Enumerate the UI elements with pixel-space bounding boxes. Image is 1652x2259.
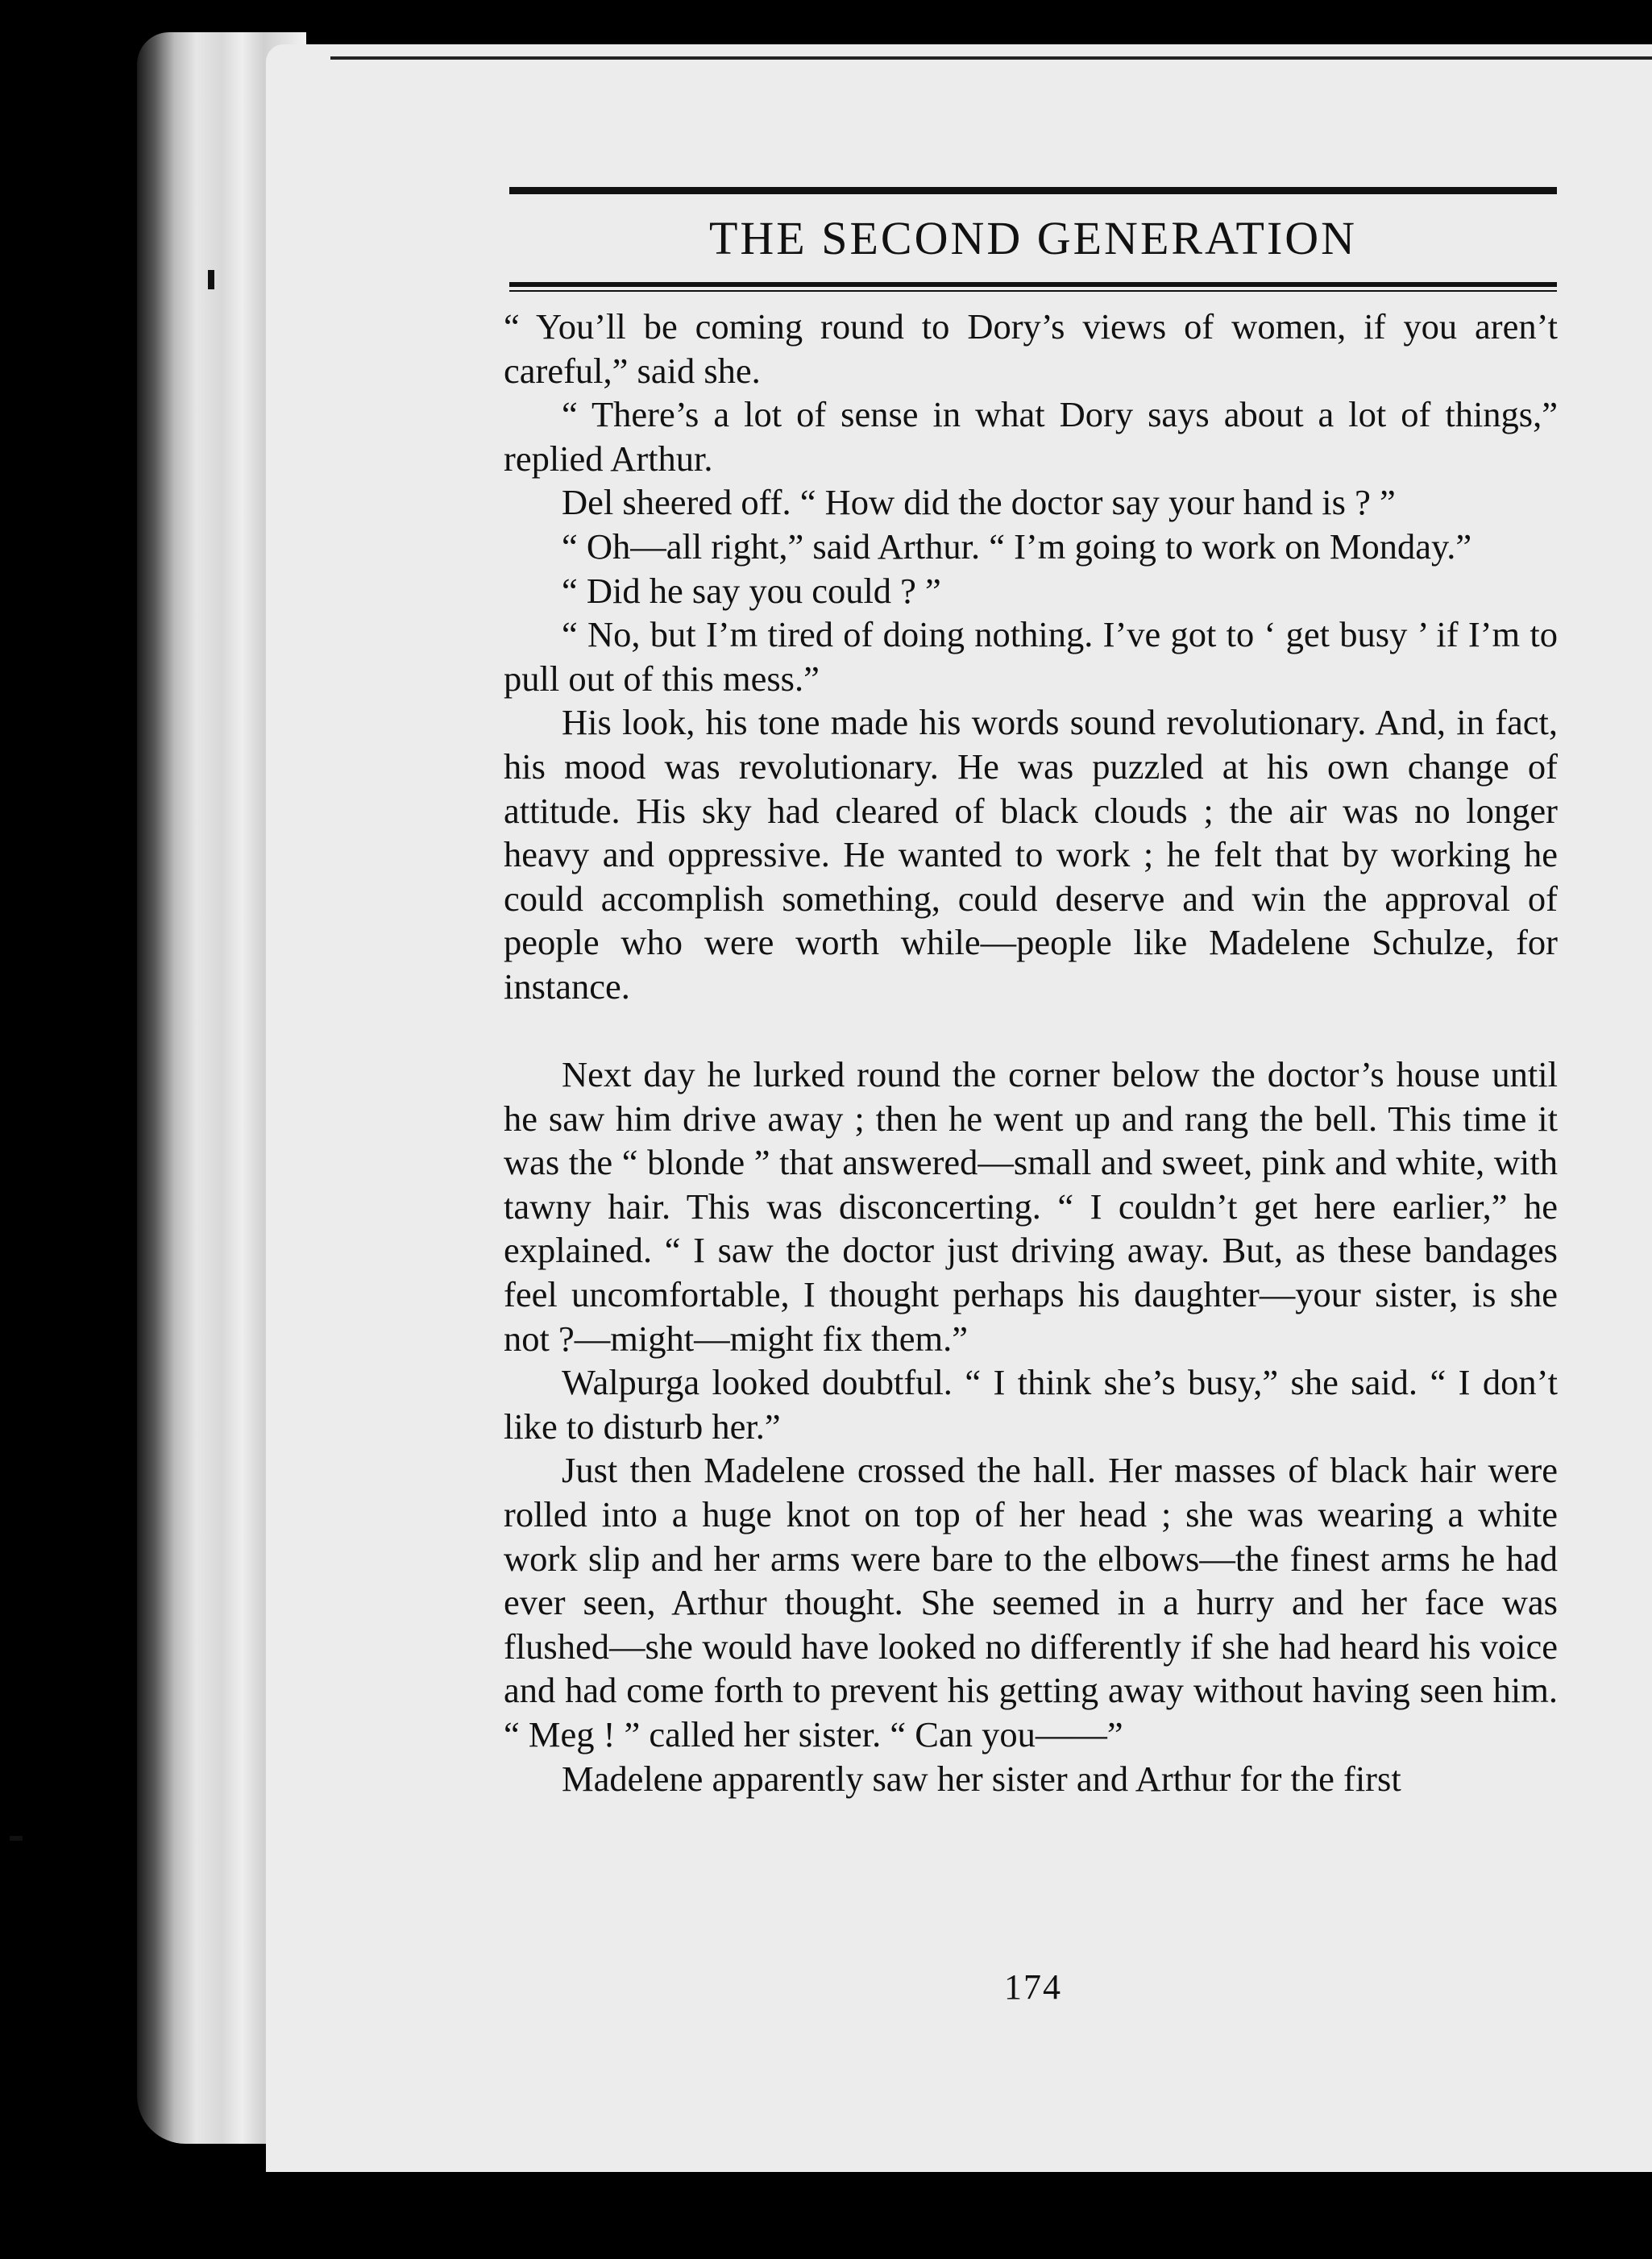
scan-mark [10, 1836, 23, 1841]
scan-mark [208, 270, 214, 289]
paragraph: “ You’ll be coming round to Dory’s views of women, if you aren’t careful,” said she. [504, 306, 1558, 391]
header-rule-top [509, 187, 1557, 194]
paragraph: Madelene apparently saw her sister and Arthur for the first [562, 1758, 1401, 1799]
paragraph: “ No, but I’m tired of doing nothing. I’ve got to ‘ get busy ’ if I’m to pull out of this mess.” [504, 614, 1558, 699]
page-number: 174 [1004, 1967, 1062, 2007]
header-rule-bottom [509, 282, 1557, 287]
paragraph: “ Oh—all right,” said Arthur. “ I’m going to work on Monday.” [562, 525, 1472, 567]
paragraph: “ Did he say you could ? ” [562, 570, 941, 611]
paragraph: Walpurga looked doubtful. “ I think she’s busy,” she said. “ I don’t like to disturb her.” [504, 1362, 1558, 1447]
running-head: THE SECOND GENERATION [708, 212, 1358, 264]
body-text [504, 305, 1558, 1800]
header-rule-bottom-thin [509, 290, 1557, 292]
paragraph: Just then Madelene crossed the hall. Her masses of black hair were rolled into a huge knot on top of her head ; she was wearing a white work slip and her arms were bare to the elbows—the finest arms he had ever seen, Arthur thought. She seemed in a hurry and her face was flushed—she would have looked no differently if she had heard his voice and had come forth to prevent his getting away without having seen him. “ Meg ! ” called her sister. “ Can you——” [504, 1450, 1558, 1754]
paragraph: His look, his tone made his words sound revolutionary. And, in fact, his mood was revolutionary. He was puzzled at his own change of attitude. His sky had cleared of black clouds ; the air was no longer heavy and oppressive. He wanted to work ; he felt that by working he could accomplish something, could deserve and win the approval of people who were worth while—people like Madelene Schulze, for instance. [504, 702, 1558, 1007]
paragraph: “ There’s a lot of sense in what Dory says about a lot of things,” replied Arthur. [504, 394, 1558, 479]
paragraph: Del sheered off. “ How did the doctor say your hand is ? ” [562, 482, 1396, 523]
paragraph: Next day he lurked round the corner below the doctor’s house until he saw him drive away ; then he went up and rang the bell. This time it was the “ blonde ” that answered—small and sweet, pink and white, with tawny hair. This was disconcerting. “ I couldn’t get here earlier,” he explained. “ I saw the doctor just driving away. But, as these bandages feel uncomfortable, I thought perhaps his daughter—your sister, is she not ?—might—might fix them.” [504, 1054, 1558, 1359]
page-top-edge [330, 56, 1652, 60]
